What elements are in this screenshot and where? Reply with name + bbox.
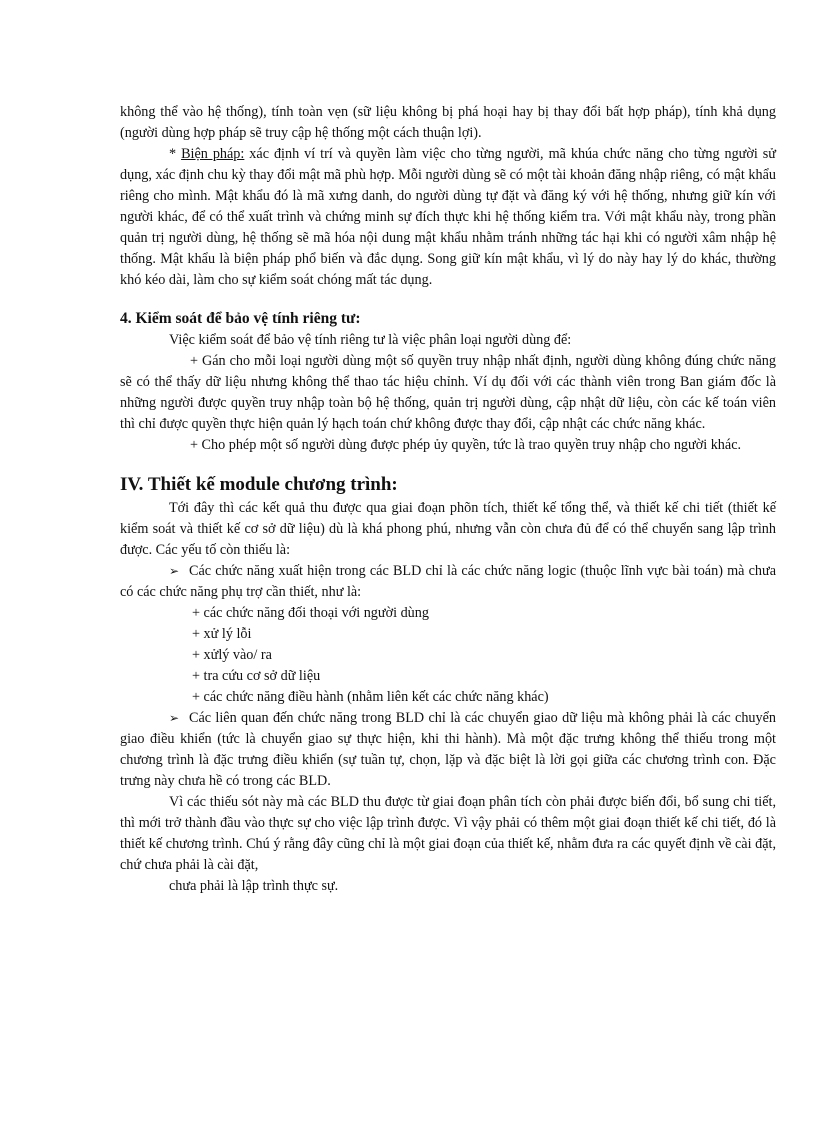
bullet-item-2 bbox=[120, 708, 776, 792]
privacy-item-2: + Cho phép một số người dùng được phép ủy quyền, tức là trao quyền truy nhập cho người khác. bbox=[190, 437, 742, 453]
list-item: + xử lý lỗi bbox=[192, 626, 252, 642]
arrowhead-bullet-icon: ➢ bbox=[169, 711, 180, 725]
measure-paragraph bbox=[120, 144, 776, 291]
closing-text: Vì các thiếu sót này mà các BLD thu được từ giai đoạn phân tích còn phải được biến đổi, bổ sung chi tiết, thì mới trở thành đầu vào thực sự cho việc lập trình được. Vì vậy phải có thêm một giai đoạn thiết kế chi tiết, đó là thiết kế chương trình. Chú ý rằng đây cũng chỉ là một giai đoạn của thiết kế, nhằm đưa ra các quyết định về cài đặt, chứ chưa phải là cài đặt, bbox=[120, 794, 776, 873]
list-item: + xửlý vào/ ra bbox=[192, 647, 272, 663]
privacy-intro: Việc kiểm soát để bảo vệ tính riêng tư là việc phân loại người dùng để: bbox=[169, 332, 572, 348]
bullet-item-2-text: Các liên quan đến chức năng trong BLD chỉ là các chuyển giao dữ liệu mà không phải là các chuyển giao điều khiển (tức là chuyển giao sự thực hiện, khi thi hành). Mà một đặc trưng không thể thiếu trong một chương trình là đặc trưng điều khiển (sự tuần tự, chọn, lặp và đặc biệt là lời gọi giữa các chương trình con. Đặc trưng này chưa hề có trong các BLD. bbox=[120, 710, 776, 789]
list-item: + tra cứu cơ sở dữ liệu bbox=[192, 668, 321, 684]
closing-paragraph bbox=[120, 792, 776, 897]
measure-label: Biện pháp: bbox=[181, 146, 245, 162]
measure-star: * bbox=[169, 146, 182, 162]
intro-continuation: không thể vào hệ thống), tính toàn vẹn (sữ liệu không bị phá hoại hay bị thay đổi bất hợp pháp), tính khả dụng (người dùng hợp pháp sẽ truy cập hệ thống một cách thuận lợi). bbox=[120, 104, 776, 141]
arrowhead-bullet-icon: ➢ bbox=[169, 564, 180, 578]
closing-last-line: chưa phải là lập trình thực sự. bbox=[169, 878, 339, 894]
list-item: + các chức năng đối thoại với người dùng bbox=[192, 605, 429, 621]
auxiliary-function-list bbox=[120, 603, 776, 708]
chapter-intro: Tới đây thì các kết quả thu được qua giai đoạn phõn tích, thiết kế tổng thể, và thiết kế chi tiết (thiết kế kiểm soát và thiết kế cơ sở dữ liệu) dù là khá phong phú, nhưng vẫn còn chưa đủ để có thể chuyển sang lập trình được. Các yếu tố còn thiếu là: bbox=[120, 500, 776, 558]
bullet-item-1 bbox=[120, 561, 776, 603]
measure-text: xác định ví trí và quyền làm việc cho từng người, mã khúa chức năng cho từng người sử dụng, xác định chu kỳ thay đổi mật mã phù hợp. Mỗi người dùng sẽ có một tài khoản đăng nhập riêng, có mật khẩu riêng cho mình. Mật khẩu đó là mã xưng danh, do người dùng tự đặt và đăng ký với hệ thống, nhưng giữ kín với người khác, để có thể xuất trình và chứng minh sự đích thực khi hệ thống kiểm tra. Với mật khẩu này, trong phần quản trị người dùng, hệ thống sẽ mã hóa nội dung mật khẩu nhằm tránh những tác hại khi có người xâm nhập hệ thống. Mật khẩu là biện pháp phổ biến và đắc dụng. Song giữ kín mật khẩu, vì lý do này hay lý do khác, thường khó kéo dài, làm cho sự kiểm soát chóng mất tác dụng. bbox=[120, 146, 776, 288]
privacy-item-1: + Gán cho mỗi loại người dùng một số quyền truy nhập nhất định, người dùng không đúng chức năng sẽ có thể thấy dữ liệu nhưng không thể thao tác hiệu chỉnh. Ví dụ đối với các thành viên trong Ban giám đốc là những người được quyền truy nhập toàn bộ hệ thống, quản trị người dùng, cập nhật dữ liệu, còn các kế toán viên thì chỉ được quyền thực hiện quản lý hạch toán chứ không được thay đổi, cập nhật các chức năng khác. bbox=[120, 353, 776, 432]
document-page bbox=[120, 102, 776, 897]
section-heading-privacy: 4. Kiểm soát để bảo vệ tính riêng tư: bbox=[120, 310, 361, 327]
bullet-item-1-text: Các chức năng xuất hiện trong các BLD chỉ là các chức năng logic (thuộc lĩnh vực bài toán) mà chưa có các chức năng phụ trợ cần thiết, như là: bbox=[120, 563, 776, 600]
chapter-heading-module-design: IV. Thiết kế module chương trình: bbox=[120, 474, 398, 495]
list-item: + các chức năng điều hành (nhằm liên kết các chức năng khác) bbox=[192, 689, 549, 705]
